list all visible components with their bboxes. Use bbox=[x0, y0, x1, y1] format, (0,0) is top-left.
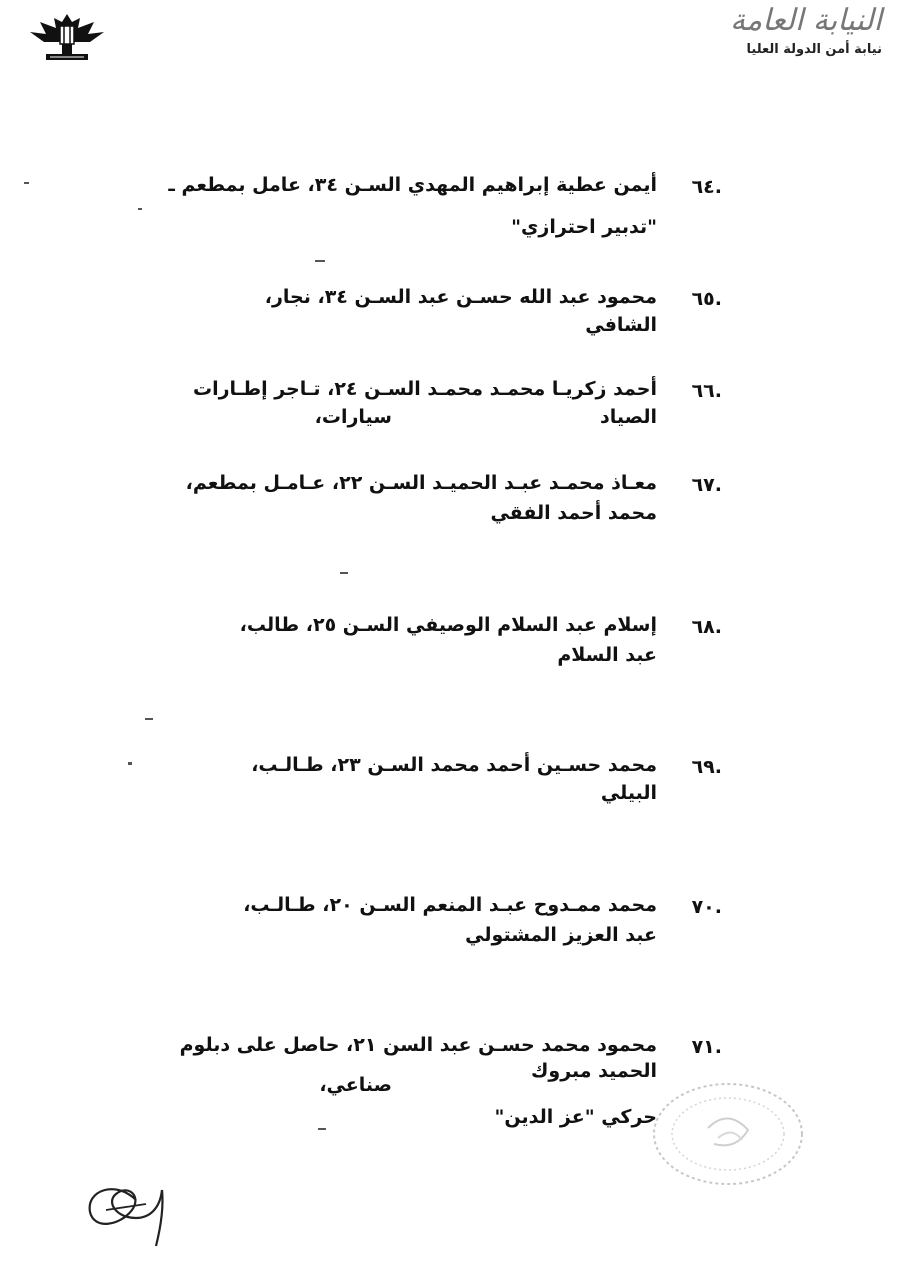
entry-line: معـاذ محمـد عبـد الحميـد السـن ٢٢، عـامـل بمطعم، bbox=[185, 472, 657, 494]
entry-number: .٧١ bbox=[691, 1036, 722, 1058]
entry-line: الصياد bbox=[599, 406, 657, 428]
entry-line: حركي "عز الدين" bbox=[494, 1106, 657, 1128]
entry-line: محمود محمد حسـن عبد السن ٢١، حاصل على دبلوم bbox=[179, 1034, 657, 1056]
scan-speck bbox=[340, 572, 348, 574]
scan-speck bbox=[24, 182, 29, 184]
entry-line: محمد ممـدوح عبـد المنعم السـن ٢٠، طـالـب، bbox=[243, 894, 657, 916]
entry-line: محمد أحمد الفقي bbox=[490, 502, 657, 524]
entry-line: البيلي bbox=[600, 782, 657, 804]
entry-line: إسلام عبد السلام الوصيفي السـن ٢٥، طالب، bbox=[239, 614, 657, 636]
official-seal-icon bbox=[648, 1078, 808, 1188]
entry-line: محمد حسـين أحمد محمد السـن ٢٣، طـالـب، bbox=[251, 754, 657, 776]
scan-speck bbox=[128, 762, 132, 765]
scan-speck bbox=[145, 718, 153, 720]
egypt-eagle-icon bbox=[24, 8, 110, 64]
scan-speck bbox=[318, 1128, 326, 1130]
entry-line: محمود عبد الله حسـن عبد السـن ٣٤، نجار، bbox=[264, 286, 657, 308]
entry-line: سيارات، bbox=[314, 406, 392, 428]
entry-line: عبد العزيز المشتولي bbox=[465, 924, 657, 946]
entry-line: أحمد زكريـا محمـد محمـد السـن ٢٤، تـاجر إطـارات bbox=[193, 378, 657, 400]
entry-number: .٦٩ bbox=[691, 756, 722, 778]
scan-speck bbox=[138, 208, 142, 210]
office-title: النيابة العامة bbox=[730, 3, 882, 38]
entry-line: صناعي، bbox=[319, 1074, 392, 1096]
entry-line: "تدبير احترازي" bbox=[511, 216, 657, 238]
entry-line: الشافي bbox=[585, 314, 657, 336]
entry-number: .٧٠ bbox=[691, 896, 722, 918]
entry-number: .٦٤ bbox=[691, 176, 722, 198]
entry-line: الحميد مبروك bbox=[531, 1060, 657, 1082]
office-subtitle: نيابة أمن الدولة العليا bbox=[746, 42, 882, 57]
entry-line: عبد السلام bbox=[557, 644, 657, 666]
entry-line: أيمن عطية إبراهيم المهدي السـن ٣٤، عامل بمطعم ـ bbox=[168, 174, 657, 196]
entry-number: .٦٨ bbox=[691, 616, 722, 638]
office-header bbox=[622, 4, 882, 57]
handwritten-signature-icon bbox=[76, 1160, 186, 1250]
entry-number: .٦٧ bbox=[691, 474, 722, 496]
entry-number: .٦٥ bbox=[691, 288, 722, 310]
entry-number: .٦٦ bbox=[691, 380, 722, 402]
scan-speck bbox=[315, 260, 325, 262]
